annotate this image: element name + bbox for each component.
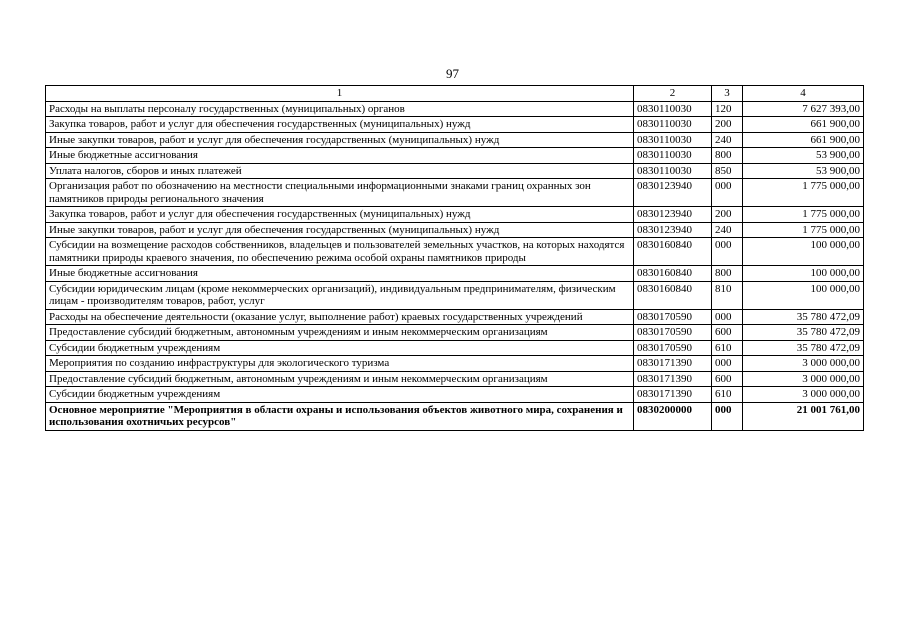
row-vr-cell: 800 xyxy=(712,266,743,282)
column-header-3: 3 xyxy=(712,86,743,102)
row-code-cell: 0830170590 xyxy=(634,340,712,356)
row-vr-cell: 200 xyxy=(712,207,743,223)
row-amount-cell: 7 627 393,00 xyxy=(743,101,864,117)
table-row xyxy=(46,309,864,325)
row-code-cell: 0830200000 xyxy=(634,402,712,430)
row-vr-cell: 120 xyxy=(712,101,743,117)
row-name-cell: Субсидии на возмещение расходов собственников, владельцев и пользователей земельных участков, на которых находятся памятники природы краевого значения, по обеспечению режима особой охраны памятников природы xyxy=(46,238,634,266)
row-amount-cell: 3 000 000,00 xyxy=(743,387,864,403)
row-code-cell: 0830171390 xyxy=(634,356,712,372)
row-vr-cell: 800 xyxy=(712,148,743,164)
column-header-4: 4 xyxy=(743,86,864,102)
table-row xyxy=(46,101,864,117)
table-row xyxy=(46,281,864,309)
row-amount-cell: 3 000 000,00 xyxy=(743,356,864,372)
row-name-cell: Уплата налогов, сборов и иных платежей xyxy=(46,163,634,179)
row-amount-cell: 53 900,00 xyxy=(743,148,864,164)
row-name-cell: Иные бюджетные ассигнования xyxy=(46,266,634,282)
row-code-cell: 0830110030 xyxy=(634,132,712,148)
row-code-cell: 0830110030 xyxy=(634,117,712,133)
row-amount-cell: 1 775 000,00 xyxy=(743,207,864,223)
row-code-cell: 0830123940 xyxy=(634,179,712,207)
row-amount-cell: 100 000,00 xyxy=(743,238,864,266)
row-amount-cell: 35 780 472,09 xyxy=(743,309,864,325)
table-header-row xyxy=(46,86,864,102)
row-name-cell: Закупка товаров, работ и услуг для обеспечения государственных (муниципальных) нужд xyxy=(46,207,634,223)
row-code-cell: 0830171390 xyxy=(634,387,712,403)
row-code-cell: 0830171390 xyxy=(634,371,712,387)
table-row xyxy=(46,266,864,282)
row-code-cell: 0830123940 xyxy=(634,207,712,223)
row-code-cell: 0830160840 xyxy=(634,238,712,266)
row-vr-cell: 000 xyxy=(712,238,743,266)
column-header-2: 2 xyxy=(634,86,712,102)
row-name-cell: Закупка товаров, работ и услуг для обеспечения государственных (муниципальных) нужд xyxy=(46,117,634,133)
table-row xyxy=(46,163,864,179)
row-name-cell: Иные бюджетные ассигнования xyxy=(46,148,634,164)
table-row xyxy=(46,148,864,164)
budget-table xyxy=(45,85,864,431)
row-vr-cell: 600 xyxy=(712,371,743,387)
table-row xyxy=(46,132,864,148)
row-vr-cell: 000 xyxy=(712,402,743,430)
row-code-cell: 0830110030 xyxy=(634,148,712,164)
row-amount-cell: 100 000,00 xyxy=(743,281,864,309)
table-row xyxy=(46,179,864,207)
row-amount-cell: 1 775 000,00 xyxy=(743,222,864,238)
row-vr-cell: 810 xyxy=(712,281,743,309)
row-name-cell: Расходы на выплаты персоналу государственных (муниципальных) органов xyxy=(46,101,634,117)
row-vr-cell: 000 xyxy=(712,179,743,207)
row-name-cell: Иные закупки товаров, работ и услуг для обеспечения государственных (муниципальных) нужд xyxy=(46,132,634,148)
table-row xyxy=(46,207,864,223)
row-amount-cell: 35 780 472,09 xyxy=(743,325,864,341)
row-amount-cell: 1 775 000,00 xyxy=(743,179,864,207)
table-row xyxy=(46,387,864,403)
row-code-cell: 0830110030 xyxy=(634,101,712,117)
row-name-cell: Организация работ по обозначению на местности специальными информационными знаками границ охранных зон памятников природы регионального значения xyxy=(46,179,634,207)
row-code-cell: 0830160840 xyxy=(634,266,712,282)
row-vr-cell: 610 xyxy=(712,387,743,403)
table-row xyxy=(46,117,864,133)
row-name-cell: Субсидии юридическим лицам (кроме некоммерческих организаций), индивидуальным предпринимателям, физическим лицам - производителям товаров, работ, услуг xyxy=(46,281,634,309)
row-vr-cell: 850 xyxy=(712,163,743,179)
row-amount-cell: 21 001 761,00 xyxy=(743,402,864,430)
row-amount-cell: 661 900,00 xyxy=(743,132,864,148)
row-amount-cell: 661 900,00 xyxy=(743,117,864,133)
table-body xyxy=(46,101,864,430)
row-name-cell: Расходы на обеспечение деятельности (оказание услуг, выполнение работ) краевых государственных учреждений xyxy=(46,309,634,325)
row-name-cell: Основное мероприятие "Мероприятия в области охраны и использования объектов животного мира, сохранения и использования охотничьих ресурсов" xyxy=(46,402,634,430)
table-row xyxy=(46,340,864,356)
row-code-cell: 0830160840 xyxy=(634,281,712,309)
row-amount-cell: 3 000 000,00 xyxy=(743,371,864,387)
row-amount-cell: 53 900,00 xyxy=(743,163,864,179)
row-vr-cell: 200 xyxy=(712,117,743,133)
row-name-cell: Субсидии бюджетным учреждениям xyxy=(46,340,634,356)
row-vr-cell: 610 xyxy=(712,340,743,356)
row-vr-cell: 240 xyxy=(712,132,743,148)
row-name-cell: Предоставление субсидий бюджетным, автономным учреждениям и иным некоммерческим организациям xyxy=(46,325,634,341)
row-vr-cell: 000 xyxy=(712,309,743,325)
table-row xyxy=(46,238,864,266)
table-row xyxy=(46,371,864,387)
table-row xyxy=(46,222,864,238)
row-name-cell: Предоставление субсидий бюджетным, автономным учреждениям и иным некоммерческим организациям xyxy=(46,371,634,387)
row-vr-cell: 000 xyxy=(712,356,743,372)
table-row xyxy=(46,356,864,372)
row-vr-cell: 600 xyxy=(712,325,743,341)
row-name-cell: Иные закупки товаров, работ и услуг для обеспечения государственных (муниципальных) нужд xyxy=(46,222,634,238)
column-header-1: 1 xyxy=(46,86,634,102)
table-row xyxy=(46,402,864,430)
row-code-cell: 0830170590 xyxy=(634,325,712,341)
row-name-cell: Мероприятия по созданию инфраструктуры для экологического туризма xyxy=(46,356,634,372)
row-code-cell: 0830123940 xyxy=(634,222,712,238)
table-row xyxy=(46,325,864,341)
row-code-cell: 0830110030 xyxy=(634,163,712,179)
row-vr-cell: 240 xyxy=(712,222,743,238)
row-amount-cell: 35 780 472,09 xyxy=(743,340,864,356)
page-number: 97 xyxy=(446,66,459,81)
row-code-cell: 0830170590 xyxy=(634,309,712,325)
row-name-cell: Субсидии бюджетным учреждениям xyxy=(46,387,634,403)
row-amount-cell: 100 000,00 xyxy=(743,266,864,282)
